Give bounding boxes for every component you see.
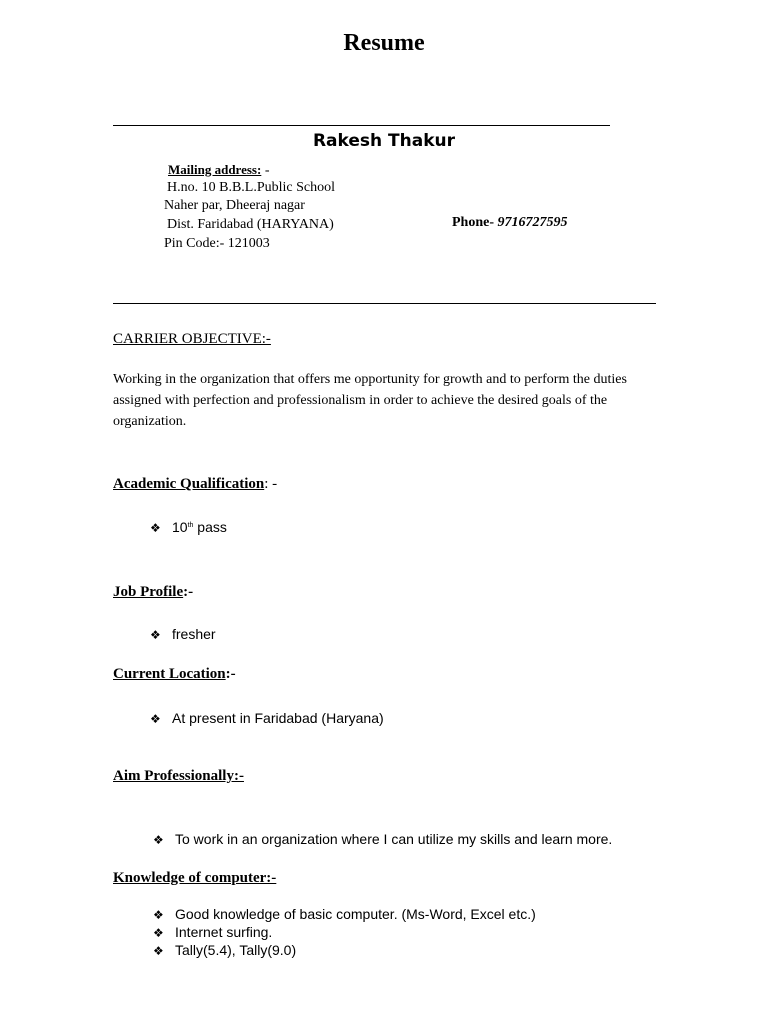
- academic-heading-suffix: : -: [264, 476, 278, 492]
- current-location-item-text: At present in Faridabad (Haryana): [172, 710, 384, 726]
- resume-title: Resume: [343, 30, 425, 56]
- computer-heading-label: Knowledge of computer:-: [113, 870, 277, 886]
- aim-heading-label: Aim Professionally:-: [113, 768, 244, 784]
- address-line-3: Dist. Faridabad (HARYANA): [167, 217, 334, 232]
- phone-label: Phone-: [452, 215, 494, 230]
- candidate-name: Rakesh Thakur: [312, 131, 456, 151]
- bullet-icon: ❖: [150, 628, 161, 642]
- job-profile-heading: [113, 584, 193, 601]
- job-profile-item-text: fresher: [172, 626, 216, 642]
- mailing-address-suffix: -: [261, 163, 270, 178]
- bullet-icon: ❖: [150, 521, 161, 535]
- current-location-item: [150, 710, 384, 726]
- computer-item-text: Good knowledge of basic computer. (Ms-Word, Excel etc.): [175, 906, 536, 922]
- job-profile-heading-suffix: :-: [183, 584, 194, 600]
- address-line-1: H.no. 10 B.B.L.Public School: [167, 180, 336, 195]
- current-location-heading-suffix: :-: [225, 666, 236, 682]
- academic-heading: [113, 476, 277, 493]
- computer-item-text: Internet surfing.: [175, 924, 273, 940]
- phone-number: 9716727595: [497, 215, 568, 230]
- computer-item-3: [153, 942, 296, 958]
- computer-heading: [113, 870, 276, 887]
- job-profile-heading-label: Job Profile: [113, 584, 184, 600]
- objective-heading: CARRIER OBJECTIVE:-: [113, 331, 271, 347]
- bullet-icon: ❖: [153, 926, 164, 940]
- bullet-icon: ❖: [153, 833, 164, 847]
- phone: [452, 215, 568, 231]
- academic-item-number: 10: [172, 519, 188, 535]
- mailing-address: [168, 160, 269, 180]
- top-divider: [113, 125, 610, 126]
- bullet-icon: ❖: [150, 712, 161, 726]
- aim-item: [153, 831, 612, 847]
- bullet-icon: ❖: [153, 944, 164, 958]
- current-location-heading: [113, 666, 236, 683]
- computer-item-1: [153, 906, 536, 922]
- middle-divider: [113, 303, 656, 304]
- computer-item-text: Tally(5.4), Tally(9.0): [175, 942, 297, 958]
- address-line-2: Naher par, Dheeraj nagar: [164, 198, 305, 213]
- academic-item-superscript: th: [187, 522, 194, 529]
- computer-item-2: [153, 924, 272, 940]
- academic-item-text: pass: [193, 519, 227, 535]
- address-line-4: Pin Code:- 121003: [164, 236, 270, 251]
- job-profile-item: [150, 626, 216, 642]
- aim-item-text: To work in an organization where I can utilize my skills and learn more.: [175, 831, 613, 847]
- bullet-icon: ❖: [153, 908, 164, 922]
- current-location-heading-label: Current Location: [113, 666, 226, 682]
- aim-heading: [113, 768, 244, 785]
- academic-item: [150, 519, 227, 535]
- objective-text: Working in the organization that offers me opportunity for growth and to perform the duties assigned with perfection and professionalism in order to achieve the desired goals of the organization.: [113, 372, 627, 429]
- academic-heading-label: Academic Qualification: [113, 476, 265, 492]
- mailing-address-label: Mailing address:: [168, 162, 262, 177]
